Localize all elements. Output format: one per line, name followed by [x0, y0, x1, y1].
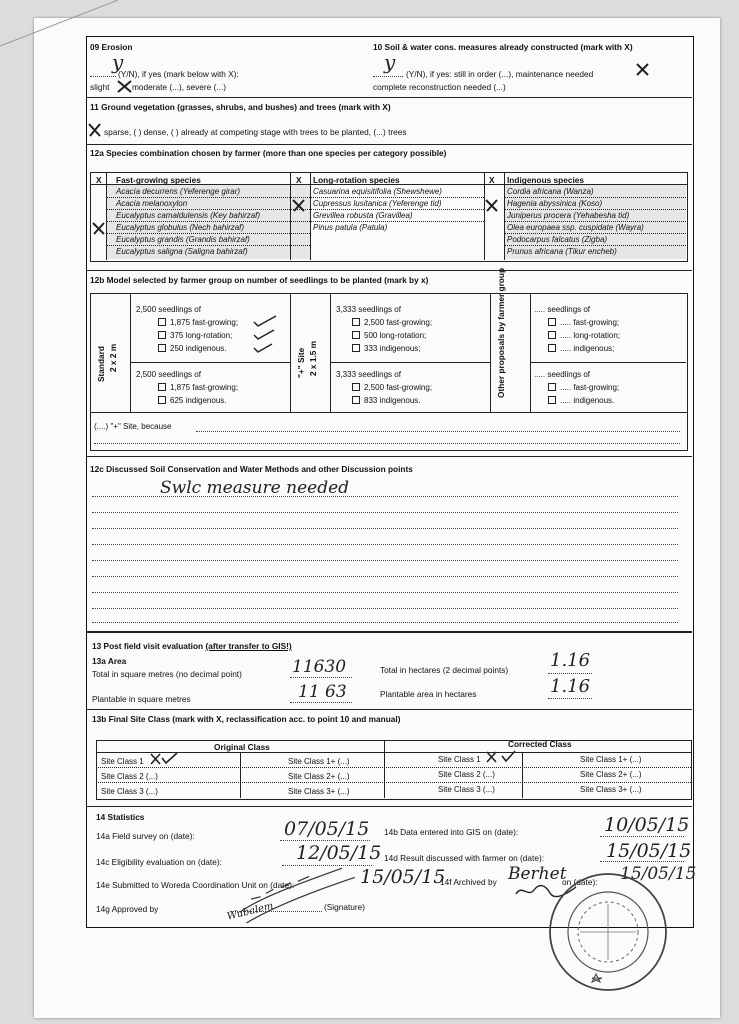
o1-head: ..... seedlings of: [534, 305, 591, 314]
orig-class-3: Site Class 3 (...): [101, 787, 158, 796]
discussion-note: Swlc measure needed: [160, 478, 350, 498]
maintenance-mark: [636, 63, 650, 77]
fast-species-1: Acacia melanoxylon: [116, 199, 188, 208]
s2-indig[interactable]: 625 indigenous.: [158, 396, 227, 406]
s2-head: 2,500 seedlings of: [136, 370, 201, 379]
corr-class-3plus: Site Class 3+ (...): [580, 785, 642, 794]
corr-class-2plus: Site Class 2+ (...): [580, 770, 642, 779]
p1-indig[interactable]: 333 indigenous;: [352, 344, 421, 354]
corr-class-1plus: Site Class 1+ (...): [580, 755, 642, 764]
ground-veg-title: 11 Ground vegetation (grasses, shrubs, and bushes) and trees (mark with X): [90, 102, 391, 112]
standard-label: Standard: [96, 346, 106, 382]
corr-class-3: Site Class 3 (...): [438, 785, 495, 794]
soil-water-title: 10 Soil & water cons. measures already constructed (mark with X): [373, 42, 633, 52]
soil-water-line1: (Y/N), if yes: still in order (...), maintenance needed: [406, 69, 594, 79]
indigenous-header: Indigenous species: [507, 175, 584, 185]
site-dim: 2 x 1.5 m: [308, 340, 318, 376]
s1-check-marks: [254, 314, 284, 358]
office-stamp: [226, 858, 366, 922]
gis-value: 10/05/15: [604, 814, 690, 836]
archived-date-label: on (date):: [562, 877, 598, 887]
site-label: "+" Site: [296, 347, 306, 378]
archived-label: 14f Archived by: [440, 877, 497, 887]
erosion-slight-mark: [117, 80, 133, 94]
class-title: 13b Final Site Class (mark with X, reclassification acc. to point 10 and manual): [92, 714, 401, 724]
corrected-class-header: Corrected Class: [508, 739, 572, 749]
submitted-value: 15/05/15: [360, 866, 446, 888]
plant-ha-value: 1.16: [550, 676, 591, 697]
s2-fast[interactable]: 1,875 fast-growing;: [158, 383, 238, 393]
plant-sqm-value: 11 63: [298, 682, 347, 702]
corr-class-1-mark: [486, 750, 516, 764]
s1-head: 2,500 seedlings of: [136, 305, 201, 314]
p2-head: 3,333 seedlings of: [336, 370, 401, 379]
result-value: 15/05/15: [606, 840, 692, 862]
globulus-mark: [92, 222, 106, 236]
signer-name: Wubalem: [226, 900, 275, 923]
indig-species-1: Hagenia abyssinica (Koso): [507, 199, 603, 208]
o2-head: ..... seedlings of: [534, 370, 591, 379]
long-species-3: Pinus patula (Patula): [313, 223, 388, 232]
standard-dim: 2 x 2 m: [108, 343, 118, 372]
fast-species-0: Acacia decurrens (Yeferenge girar): [116, 187, 241, 196]
round-seal-stamp: [540, 870, 680, 1000]
soil-water-answer: y: [384, 50, 396, 74]
eligibility-value: 12/05/15: [296, 842, 382, 864]
plant-ha-label: Plantable area in hectares: [380, 689, 477, 699]
p1-long[interactable]: 500 long-rotation;: [352, 331, 426, 341]
indig-species-2: Juniperus procera (Yehabesha tid): [507, 211, 630, 220]
o2-fast[interactable]: ..... fast-growing;: [548, 383, 619, 393]
orig-class-1plus: Site Class 1+ (...): [288, 757, 350, 766]
evaluation-title: 13 Post field visit evaluation (after transfer to GIS!): [92, 641, 292, 651]
approved-label: 14g Approved by: [96, 904, 159, 914]
plant-sqm-label: Plantable in square metres: [92, 694, 191, 704]
orig-class-1: Site Class 1: [101, 757, 144, 766]
field-survey-label: 14a Field survey on (date):: [96, 831, 195, 841]
total-ha-label: Total in hectares (2 decimal points): [380, 665, 509, 675]
cupressus-mark: [292, 199, 306, 213]
corr-class-1: Site Class 1: [438, 755, 481, 764]
s1-long[interactable]: 375 long-rotation;: [158, 331, 232, 341]
o1-long[interactable]: ..... long-rotation;: [548, 331, 620, 341]
total-sqm-label: Total in square metres (no decimal point): [92, 669, 242, 679]
submitted-label: 14e Submitted to Woreda Coordination Unit on (date):: [96, 880, 295, 890]
indig-species-5: Prunus africana (Tikur encheb): [507, 247, 617, 256]
fast-species-2: Eucalyptus camaldulensis (Key bahirzaf): [116, 211, 261, 220]
discussion-title: 12c Discussed Soil Conservation and Water Methods and other Discussion points: [90, 464, 413, 474]
eligibility-label: 14c Eligibility evaluation on (date):: [96, 857, 222, 867]
erosion-title: 09 Erosion: [90, 42, 133, 52]
p2-fast[interactable]: 2,500 fast-growing;: [352, 383, 432, 393]
col-x-fast: X: [96, 175, 102, 185]
ground-veg-options: sparse, ( ) dense, ( ) already at competing stage with trees to be planted, (...) trees: [104, 127, 407, 137]
o1-fast[interactable]: ..... fast-growing;: [548, 318, 619, 328]
o2-indig[interactable]: ..... indigenous.: [548, 396, 614, 406]
orig-class-2plus: Site Class 2+ (...): [288, 772, 350, 781]
hagenia-mark: [485, 199, 499, 213]
total-ha-value: 1.16: [550, 650, 591, 671]
fast-growing-header: Fast-growing species: [116, 175, 201, 185]
col-x-indig: X: [489, 175, 495, 185]
indig-species-0: Cordia africana (Wanza): [507, 187, 594, 196]
indig-species-4: Podocarpus falcatus (Zigba): [507, 235, 608, 244]
o1-indig[interactable]: ..... indigenous;: [548, 344, 614, 354]
col-x-long: X: [296, 175, 302, 185]
erosion-line2: slight , moderate (...), severe (...): [90, 82, 227, 92]
orig-class-3plus: Site Class 3+ (...): [288, 787, 350, 796]
p1-head: 3,333 seedlings of: [336, 305, 401, 314]
other-proposals-label: Other proposals by farmer group: [496, 267, 506, 398]
erosion-line1: (Y/N), if yes (mark below with X):: [118, 69, 239, 79]
s1-indig[interactable]: 250 indigenous.: [158, 344, 227, 354]
orig-class-2: Site Class 2 (...): [101, 772, 158, 781]
scan-fold-line: [0, 0, 120, 60]
corr-class-2: Site Class 2 (...): [438, 770, 495, 779]
archived-name: Berhet: [508, 864, 567, 884]
total-sqm-value: 11630: [292, 657, 347, 677]
archived-value: 15/05/15: [620, 864, 697, 884]
site-because: (....) "+" Site, because: [94, 422, 172, 431]
fast-species-3: Eucalyptus globulus (Nech bahirzaf): [116, 223, 245, 232]
s1-fast[interactable]: 1,875 fast-growing;: [158, 318, 238, 328]
species-title: 12a Species combination chosen by farmer (more than one species per category possible): [90, 148, 447, 158]
long-species-0: Casuarina equisitifolia (Shewshewe): [313, 187, 442, 196]
orig-class-1-mark: [150, 752, 178, 766]
p1-fast[interactable]: 2,500 fast-growing;: [352, 318, 432, 328]
p2-indig[interactable]: 833 indigenous.: [352, 396, 421, 406]
fast-species-5: Eucalyptus saligna (Saligna bahirzaf): [116, 247, 248, 256]
long-species-2: Grevillea robusta (Gravillea): [313, 211, 413, 220]
model-title: 12b Model selected by farmer group on number of seedlings to be planted (mark by x): [90, 275, 429, 285]
gis-label: 14b Data entered into GIS on (date):: [384, 827, 519, 837]
fast-species-4: Eucalyptus grandis (Grandis bahirzaf): [116, 235, 250, 244]
original-class-header: Original Class: [214, 742, 270, 752]
long-species-1: Cupressus lusitanica (Yeferenge tid): [313, 199, 442, 208]
area-title: 13a Area: [92, 656, 127, 666]
long-rotation-header: Long-rotation species: [313, 175, 400, 185]
field-survey-value: 07/05/15: [284, 818, 370, 840]
result-label: 14d Result discussed with farmer on (date):: [384, 853, 545, 863]
statistics-title: 14 Statistics: [96, 812, 145, 822]
erosion-answer: y: [112, 50, 124, 74]
signature-label: (Signature): [324, 902, 366, 912]
soil-water-line2: complete reconstruction needed (...): [373, 82, 506, 92]
indig-species-3: Olea europaea ssp. cuspidate (Wayra): [507, 223, 644, 232]
sparse-mark: [88, 122, 102, 138]
